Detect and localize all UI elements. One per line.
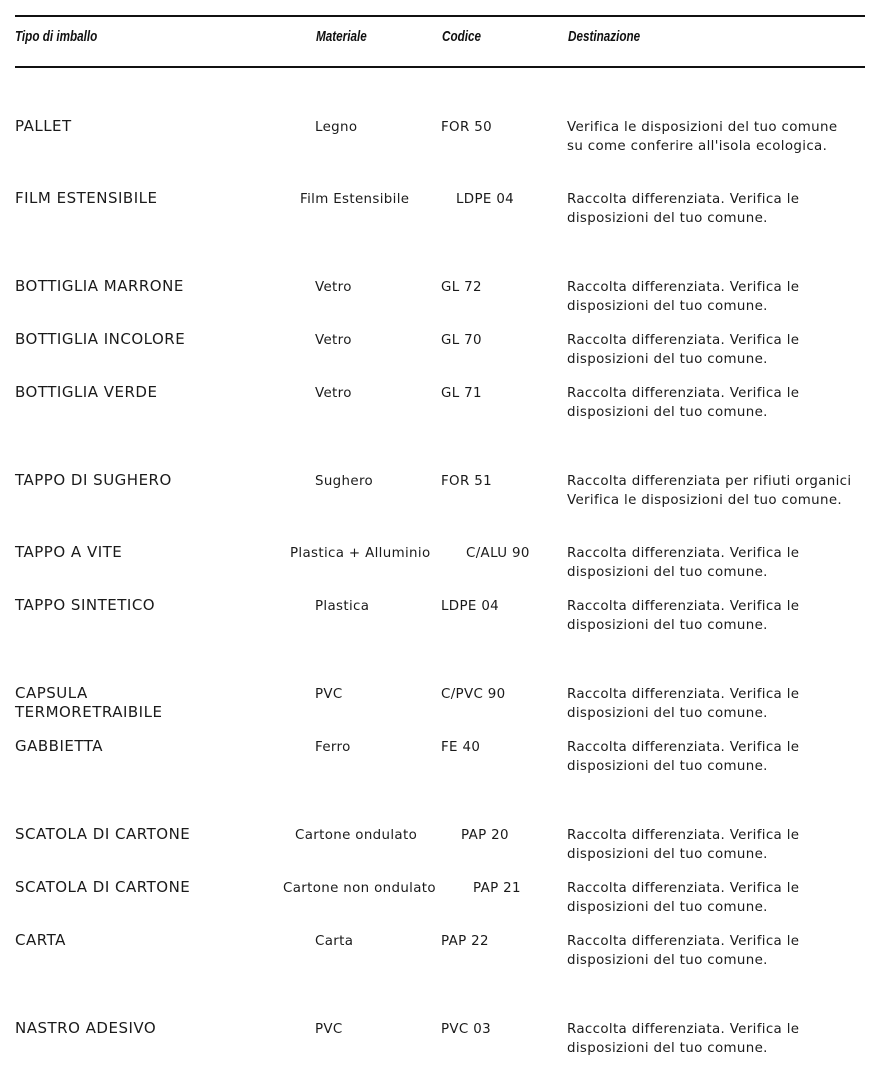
cell-code: FOR 51: [441, 474, 492, 489]
cell-material: Plastica: [315, 599, 370, 614]
cell-destination: Raccolta differenziata. Verifica le disposizioni del tuo comune.: [567, 828, 800, 862]
cell-type: BOTTIGLIA VERDE: [15, 383, 158, 401]
cell-type: SCATOLA DI CARTONE: [15, 825, 191, 843]
cell-code: GL 72: [441, 280, 482, 295]
cell-code: GL 70: [441, 333, 482, 348]
cell-type: TAPPO SINTETICO: [15, 596, 156, 614]
cell-code: C/PVC 90: [441, 687, 506, 702]
header-code: Codice: [442, 28, 482, 45]
cell-code: FE 40: [441, 740, 481, 755]
cell-material: Carta: [315, 934, 354, 949]
cell-code: PVC 03: [441, 1022, 491, 1037]
cell-type: NASTRO ADESIVO: [15, 1019, 157, 1037]
cell-material: Vetro: [315, 333, 352, 348]
cell-type: TAPPO A VITE: [15, 543, 123, 561]
cell-type: CARTA: [15, 931, 66, 949]
cell-code: PAP 21: [473, 881, 521, 896]
cell-destination: Raccolta differenziata. Verifica le disposizioni del tuo comune.: [567, 192, 800, 226]
cell-code: GL 71: [441, 386, 482, 401]
cell-type: FILM ESTENSIBILE: [15, 189, 158, 207]
cell-type: SCATOLA DI CARTONE: [15, 878, 191, 896]
cell-destination: Raccolta differenziata. Verifica le disposizioni del tuo comune.: [567, 599, 800, 633]
cell-material: PVC: [315, 687, 343, 702]
cell-destination: Raccolta differenziata. Verifica le disposizioni del tuo comune.: [567, 333, 800, 367]
cell-destination: Raccolta differenziata. Verifica le disposizioni del tuo comune.: [567, 546, 800, 580]
cell-destination: Raccolta differenziata. Verifica le disposizioni del tuo comune.: [567, 386, 800, 420]
cell-type: BOTTIGLIA INCOLORE: [15, 330, 186, 348]
cell-material: Ferro: [315, 740, 351, 755]
cell-material: Vetro: [315, 386, 352, 401]
header-type: Tipo di imballo: [15, 28, 98, 45]
cell-code: FOR 50: [441, 120, 492, 135]
cell-type: CAPSULA TERMORETRAIBILE: [15, 684, 163, 721]
cell-destination: Raccolta differenziata. Verifica le disposizioni del tuo comune.: [567, 1022, 800, 1056]
cell-destination: Raccolta differenziata. Verifica le disposizioni del tuo comune.: [567, 881, 800, 915]
cell-destination: Verifica le disposizioni del tuo comune su come conferire all'isola ecologica.: [567, 120, 838, 154]
cell-destination: Raccolta differenziata. Verifica le disposizioni del tuo comune.: [567, 934, 800, 968]
header-bottom-rule: [15, 66, 865, 68]
cell-destination: Raccolta differenziata. Verifica le disposizioni del tuo comune.: [567, 687, 800, 721]
header-material: Materiale: [316, 28, 367, 45]
cell-destination: Raccolta differenziata. Verifica le disposizioni del tuo comune.: [567, 280, 800, 314]
cell-code: PAP 20: [461, 828, 509, 843]
cell-destination: Raccolta differenziata per rifiuti organici Verifica le disposizioni del tuo comune.: [567, 474, 852, 508]
cell-code: LDPE 04: [441, 599, 500, 614]
cell-type: TAPPO DI SUGHERO: [15, 471, 172, 489]
cell-type: GABBIETTA: [15, 737, 104, 755]
cell-destination: Raccolta differenziata. Verifica le disposizioni del tuo comune.: [567, 740, 800, 774]
cell-material: Film Estensibile: [300, 192, 410, 207]
cell-code: PAP 22: [441, 934, 489, 949]
cell-type: BOTTIGLIA MARRONE: [15, 277, 184, 295]
cell-material: Cartone non ondulato: [283, 881, 436, 896]
cell-code: C/ALU 90: [466, 546, 530, 561]
cell-material: Cartone ondulato: [295, 828, 418, 843]
cell-material: Plastica + Alluminio: [290, 546, 431, 561]
header-destination: Destinazione: [568, 28, 641, 45]
cell-material: Vetro: [315, 280, 352, 295]
cell-type: PALLET: [15, 117, 72, 135]
table-top-rule: [15, 15, 865, 17]
cell-code: LDPE 04: [456, 192, 515, 207]
cell-material: Sughero: [315, 474, 374, 489]
cell-material: Legno: [315, 120, 358, 135]
cell-material: PVC: [315, 1022, 343, 1037]
